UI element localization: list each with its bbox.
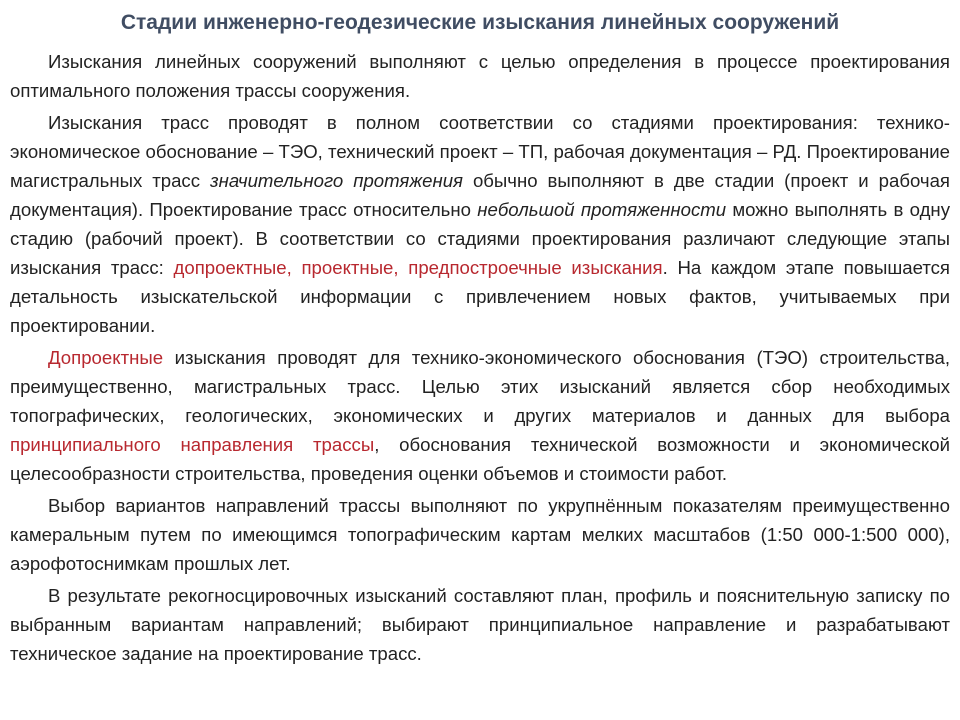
italic-term: небольшой протяженности: [477, 199, 727, 220]
italic-term: значительного протяжения: [209, 170, 463, 191]
paragraph-text: обычно выполняют в две стадии (проект и рабочая документация). Проектирование трасс относительно: [10, 170, 950, 220]
highlighted-term: допроектные, проектные, предпостроечные изыскания: [173, 257, 663, 278]
paragraph-reconnaissance-results: В результате рекогносцировочных изысканий составляют план, профиль и пояснительную записку по выбранным вариантам направлений; выбирают принципиальное направление и разрабатывают техническое задание на проектирование трасс.: [10, 585, 950, 664]
highlighted-term: Допроектные: [48, 347, 164, 368]
highlighted-term: принципиального направления трассы: [10, 434, 375, 455]
paragraph-text: можно выполнять в одну стадию (рабочий проект). В соответствии со стадиями проектирования различают следующие этапы изыскания трасс:: [10, 199, 950, 278]
slide-title: Стадии инженерно-геодезические изыскания линейных сооружений: [120, 11, 840, 34]
paragraph-text: Изыскания трасс проводят в полном соответствии со стадиями проектирования: технико-экономическое обоснование – ТЭО, технический проект – ТП, рабочая документация – РД. Проектирование магистральных трасс: [10, 112, 950, 191]
paragraph-text: изыскания проводят для технико-экономического обоснования (ТЭО) строительства, преимущественно, магистральных трасс. Целью этих изысканий является сбор необходимых топографических, геологических, экономических и других материалов и данных для выбора: [10, 347, 950, 426]
paragraph-text: , обоснования технической возможности и экономической целесообразности строительства, проведения оценки объемов и стоимости работ.: [10, 434, 950, 484]
paragraph-design-stages: [10, 108, 950, 340]
paragraph-text: . На каждом этапе повышается детальность изыскательской информации с привлечением новых фактов, учитываемых при проектировании.: [10, 257, 950, 336]
paragraph-purpose: Изыскания линейных сооружений выполняют с целью определения в процессе проектирования оптимального положения трассы сооружения.: [10, 51, 950, 101]
paragraph-route-options: Выбор вариантов направлений трассы выполняют по укрупнённым показателям преимущественно камеральным путем по имеющимся топографическим картам мелких масштабов (1:50 000-1:500 000), аэрофотоснимкам прошлых лет.: [10, 495, 950, 574]
slide-body: [10, 47, 950, 671]
paragraph-predesign-surveys: [10, 343, 950, 488]
